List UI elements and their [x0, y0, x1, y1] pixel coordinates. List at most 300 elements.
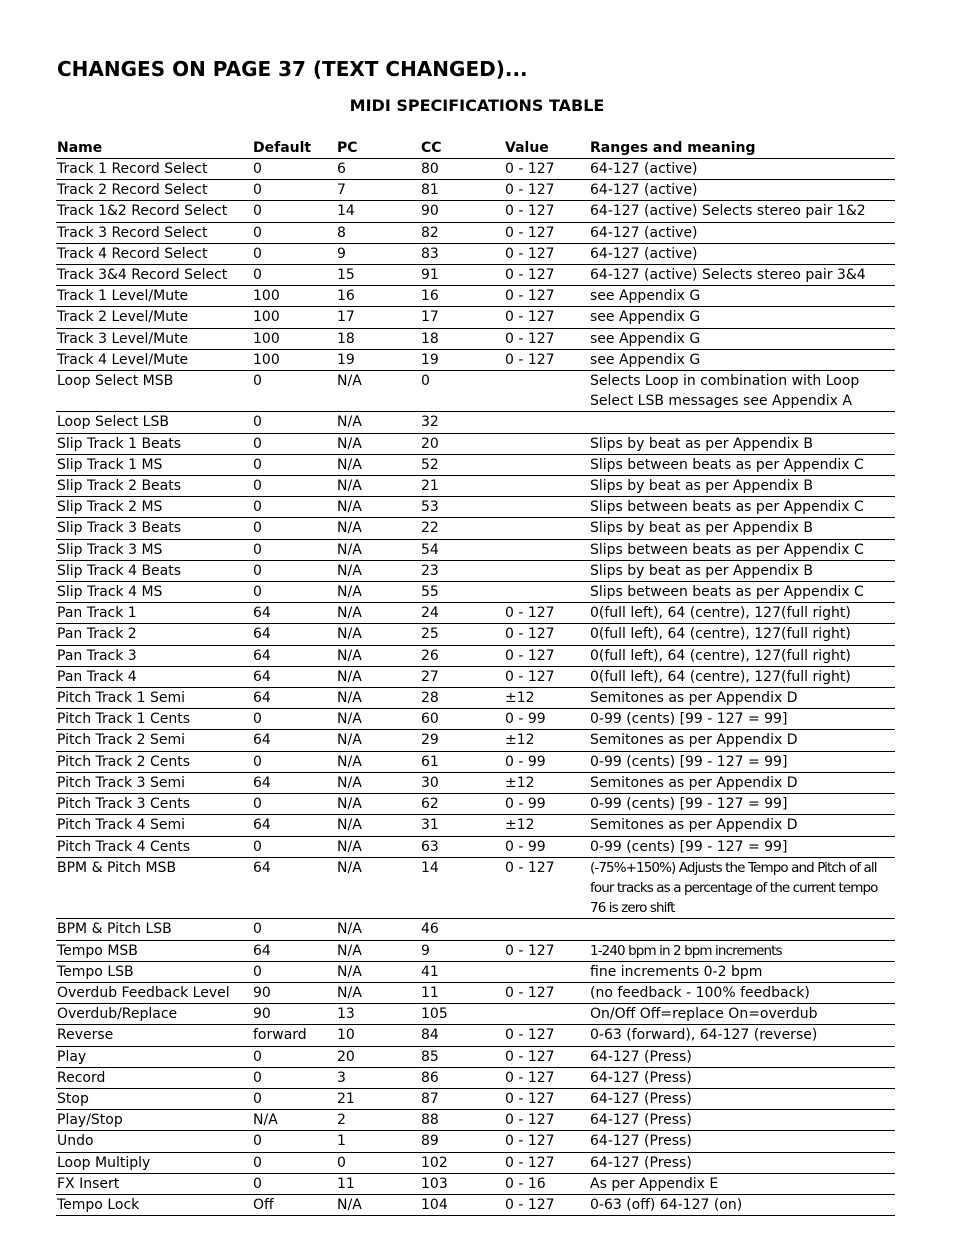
cell-cc: 27	[420, 666, 504, 687]
cell-ranges: 0(full left), 64 (centre), 127(full right)	[589, 666, 895, 687]
cell-value	[504, 919, 589, 940]
cell-name: Pan Track 2	[56, 624, 252, 645]
cell-pc: N/A	[336, 560, 420, 581]
cell-pc: N/A	[336, 688, 420, 709]
table-row	[56, 1173, 895, 1194]
cell-name: Pan Track 1	[56, 603, 252, 624]
cell-cc: 20	[420, 433, 504, 454]
cell-ranges	[589, 412, 895, 433]
cell-ranges: see Appendix G	[589, 307, 895, 328]
cell-cc: 25	[420, 624, 504, 645]
table-row	[56, 243, 895, 264]
cell-default: 0	[252, 1046, 336, 1067]
cell-value: ±12	[504, 688, 589, 709]
cell-pc: 7	[336, 180, 420, 201]
cell-default: 0	[252, 582, 336, 603]
cell-name: Track 3 Record Select	[56, 222, 252, 243]
table-row	[56, 688, 895, 709]
cell-pc: N/A	[336, 371, 420, 412]
cell-pc: N/A	[336, 815, 420, 836]
table-row	[56, 454, 895, 475]
cell-value: 0 - 127	[504, 1194, 589, 1215]
cell-default: 0	[252, 412, 336, 433]
cell-pc: 2	[336, 1110, 420, 1131]
cell-ranges: see Appendix G	[589, 286, 895, 307]
cell-value: 0 - 127	[504, 982, 589, 1003]
cell-pc: N/A	[336, 982, 420, 1003]
cell-ranges: 0-99 (cents) [99 - 127 = 99]	[589, 709, 895, 730]
cell-default: N/A	[252, 1110, 336, 1131]
cell-default: 0	[252, 222, 336, 243]
column-header-default: Default	[252, 138, 336, 159]
cell-name: Pitch Track 3 Cents	[56, 794, 252, 815]
table-row	[56, 1046, 895, 1067]
cell-cc: 21	[420, 476, 504, 497]
cell-pc: N/A	[336, 412, 420, 433]
cell-cc: 0	[420, 371, 504, 412]
cell-cc: 18	[420, 328, 504, 349]
cell-name: Slip Track 2 MS	[56, 497, 252, 518]
cell-cc: 32	[420, 412, 504, 433]
cell-default: 0	[252, 709, 336, 730]
cell-value: 0 - 127	[504, 624, 589, 645]
column-header-pc: PC	[336, 138, 420, 159]
cell-ranges: Slips between beats as per Appendix C	[589, 497, 895, 518]
midi-spec-table	[56, 138, 895, 1216]
cell-default: 100	[252, 286, 336, 307]
table-row	[56, 709, 895, 730]
cell-value	[504, 497, 589, 518]
cell-value: 0 - 127	[504, 222, 589, 243]
cell-pc: N/A	[336, 751, 420, 772]
cell-cc: 52	[420, 454, 504, 475]
table-row	[56, 518, 895, 539]
cell-ranges: 64-127 (active)	[589, 159, 895, 180]
table-row	[56, 476, 895, 497]
cell-name: Play/Stop	[56, 1110, 252, 1131]
cell-default: 64	[252, 815, 336, 836]
cell-ranges: Slips between beats as per Appendix C	[589, 539, 895, 560]
cell-name: Tempo MSB	[56, 940, 252, 961]
cell-default: 64	[252, 624, 336, 645]
cell-default: 64	[252, 603, 336, 624]
cell-default: 0	[252, 476, 336, 497]
cell-pc: N/A	[336, 454, 420, 475]
cell-value: 0 - 127	[504, 328, 589, 349]
cell-ranges: (-75%+150%) Adjusts the Tempo and Pitch of all four tracks as a percentage of the current tempo 76 is zero shift	[589, 857, 895, 919]
column-header-ranges: Ranges and meaning	[589, 138, 895, 159]
table-row	[56, 794, 895, 815]
column-header-value: Value	[504, 138, 589, 159]
cell-cc: 84	[420, 1025, 504, 1046]
cell-value: 0 - 127	[504, 1110, 589, 1131]
cell-ranges: see Appendix G	[589, 328, 895, 349]
cell-name: Track 1&2 Record Select	[56, 201, 252, 222]
cell-cc: 102	[420, 1152, 504, 1173]
cell-cc: 89	[420, 1131, 504, 1152]
cell-ranges: 64-127 (Press)	[589, 1046, 895, 1067]
cell-ranges: Slips between beats as per Appendix C	[589, 582, 895, 603]
cell-default: 90	[252, 982, 336, 1003]
table-row	[56, 772, 895, 793]
cell-name: Overdub Feedback Level	[56, 982, 252, 1003]
cell-ranges: 0-63 (off) 64-127 (on)	[589, 1194, 895, 1215]
table-row	[56, 1110, 895, 1131]
cell-value: 0 - 127	[504, 180, 589, 201]
cell-value: ±12	[504, 815, 589, 836]
cell-name: Undo	[56, 1131, 252, 1152]
cell-pc: N/A	[336, 961, 420, 982]
cell-name: Pan Track 3	[56, 645, 252, 666]
cell-pc: N/A	[336, 497, 420, 518]
cell-value: ±12	[504, 772, 589, 793]
cell-name: Tempo Lock	[56, 1194, 252, 1215]
cell-cc: 82	[420, 222, 504, 243]
cell-pc: N/A	[336, 857, 420, 919]
cell-value	[504, 433, 589, 454]
cell-value	[504, 961, 589, 982]
cell-pc: N/A	[336, 624, 420, 645]
cell-cc: 14	[420, 857, 504, 919]
cell-default: 0	[252, 919, 336, 940]
cell-ranges: 0(full left), 64 (centre), 127(full right)	[589, 624, 895, 645]
cell-name: Track 3 Level/Mute	[56, 328, 252, 349]
cell-cc: 53	[420, 497, 504, 518]
cell-ranges: 1-240 bpm in 2 bpm increments	[589, 940, 895, 961]
table-row	[56, 1152, 895, 1173]
cell-ranges: As per Appendix E	[589, 1173, 895, 1194]
cell-cc: 104	[420, 1194, 504, 1215]
cell-ranges: Semitones as per Appendix D	[589, 815, 895, 836]
cell-value: 0 - 127	[504, 265, 589, 286]
cell-pc: 17	[336, 307, 420, 328]
table-row	[56, 371, 895, 412]
cell-default: 0	[252, 1067, 336, 1088]
cell-name: Slip Track 1 MS	[56, 454, 252, 475]
table-title: MIDI SPECIFICATIONS TABLE	[349, 96, 605, 115]
cell-cc: 31	[420, 815, 504, 836]
cell-value	[504, 518, 589, 539]
cell-value: 0 - 127	[504, 857, 589, 919]
cell-ranges: On/Off Off=replace On=overdub	[589, 1004, 895, 1025]
cell-value: 0 - 127	[504, 349, 589, 370]
cell-default: 0	[252, 794, 336, 815]
cell-ranges: 64-127 (active) Selects stereo pair 1&2	[589, 201, 895, 222]
table-row	[56, 751, 895, 772]
cell-cc: 103	[420, 1173, 504, 1194]
cell-ranges: 64-127 (active) Selects stereo pair 3&4	[589, 265, 895, 286]
column-header-cc: CC	[420, 138, 504, 159]
cell-pc: N/A	[336, 582, 420, 603]
table-row	[56, 1025, 895, 1046]
cell-ranges: fine increments 0-2 bpm	[589, 961, 895, 982]
cell-ranges: Slips between beats as per Appendix C	[589, 454, 895, 475]
cell-value: 0 - 127	[504, 940, 589, 961]
cell-cc: 63	[420, 836, 504, 857]
cell-ranges: 0(full left), 64 (centre), 127(full right)	[589, 645, 895, 666]
cell-default: 0	[252, 836, 336, 857]
cell-default: 0	[252, 560, 336, 581]
cell-value: 0 - 127	[504, 1046, 589, 1067]
cell-name: Loop Multiply	[56, 1152, 252, 1173]
cell-name: Slip Track 1 Beats	[56, 433, 252, 454]
cell-value	[504, 539, 589, 560]
table-row	[56, 560, 895, 581]
cell-value	[504, 476, 589, 497]
cell-ranges: 64-127 (active)	[589, 243, 895, 264]
cell-ranges: Semitones as per Appendix D	[589, 772, 895, 793]
cell-default: 64	[252, 772, 336, 793]
table-row	[56, 307, 895, 328]
table-row	[56, 1004, 895, 1025]
cell-cc: 60	[420, 709, 504, 730]
table-header-row	[56, 138, 895, 159]
table-row	[56, 159, 895, 180]
cell-ranges: 0-99 (cents) [99 - 127 = 99]	[589, 751, 895, 772]
cell-name: Play	[56, 1046, 252, 1067]
table-row	[56, 201, 895, 222]
cell-name: Pitch Track 2 Cents	[56, 751, 252, 772]
cell-name: Overdub/Replace	[56, 1004, 252, 1025]
cell-pc: N/A	[336, 919, 420, 940]
cell-pc: 14	[336, 201, 420, 222]
cell-name: Loop Select LSB	[56, 412, 252, 433]
cell-default: 0	[252, 265, 336, 286]
table-row	[56, 539, 895, 560]
cell-cc: 41	[420, 961, 504, 982]
cell-cc: 88	[420, 1110, 504, 1131]
table-row	[56, 328, 895, 349]
cell-cc: 62	[420, 794, 504, 815]
cell-value: 0 - 99	[504, 794, 589, 815]
cell-cc: 86	[420, 1067, 504, 1088]
cell-value: 0 - 127	[504, 1067, 589, 1088]
table-row	[56, 624, 895, 645]
table-row	[56, 836, 895, 857]
cell-pc: 11	[336, 1173, 420, 1194]
cell-value: 0 - 127	[504, 1131, 589, 1152]
cell-cc: 30	[420, 772, 504, 793]
cell-value	[504, 371, 589, 412]
table-row	[56, 1131, 895, 1152]
cell-name: Slip Track 4 Beats	[56, 560, 252, 581]
cell-pc: 16	[336, 286, 420, 307]
cell-pc: 3	[336, 1067, 420, 1088]
cell-value: 0 - 127	[504, 243, 589, 264]
cell-pc: N/A	[336, 433, 420, 454]
cell-cc: 9	[420, 940, 504, 961]
cell-value: 0 - 127	[504, 286, 589, 307]
cell-name: Record	[56, 1067, 252, 1088]
cell-cc: 85	[420, 1046, 504, 1067]
cell-name: Pitch Track 2 Semi	[56, 730, 252, 751]
table-row	[56, 815, 895, 836]
cell-value	[504, 454, 589, 475]
cell-cc: 54	[420, 539, 504, 560]
cell-cc: 91	[420, 265, 504, 286]
cell-name: Track 4 Record Select	[56, 243, 252, 264]
cell-value: 0 - 127	[504, 666, 589, 687]
cell-value: 0 - 127	[504, 1088, 589, 1109]
cell-ranges: Slips by beat as per Appendix B	[589, 560, 895, 581]
cell-value	[504, 1004, 589, 1025]
cell-pc: 13	[336, 1004, 420, 1025]
table-row	[56, 940, 895, 961]
cell-default: 100	[252, 349, 336, 370]
cell-pc: 18	[336, 328, 420, 349]
cell-ranges: 64-127 (Press)	[589, 1152, 895, 1173]
table-row	[56, 265, 895, 286]
cell-default: 0	[252, 1152, 336, 1173]
cell-default: 64	[252, 666, 336, 687]
cell-value: 0 - 99	[504, 836, 589, 857]
cell-cc: 55	[420, 582, 504, 603]
cell-name: Pitch Track 4 Semi	[56, 815, 252, 836]
cell-pc: N/A	[336, 539, 420, 560]
cell-name: Pitch Track 1 Cents	[56, 709, 252, 730]
table-row	[56, 982, 895, 1003]
cell-value: 0 - 127	[504, 645, 589, 666]
cell-pc: 8	[336, 222, 420, 243]
cell-name: Pitch Track 4 Cents	[56, 836, 252, 857]
table-row	[56, 645, 895, 666]
cell-default: Off	[252, 1194, 336, 1215]
cell-value	[504, 560, 589, 581]
cell-value: 0 - 127	[504, 1025, 589, 1046]
cell-pc: N/A	[336, 940, 420, 961]
cell-default: 0	[252, 518, 336, 539]
cell-pc: N/A	[336, 666, 420, 687]
cell-value: 0 - 127	[504, 307, 589, 328]
cell-pc: 6	[336, 159, 420, 180]
cell-ranges: 64-127 (Press)	[589, 1110, 895, 1131]
cell-ranges: 64-127 (Press)	[589, 1088, 895, 1109]
cell-pc: 21	[336, 1088, 420, 1109]
cell-default: 0	[252, 1131, 336, 1152]
cell-name: Slip Track 2 Beats	[56, 476, 252, 497]
cell-pc: N/A	[336, 794, 420, 815]
cell-default: 64	[252, 730, 336, 751]
cell-ranges: Semitones as per Appendix D	[589, 730, 895, 751]
cell-cc: 23	[420, 560, 504, 581]
cell-pc: N/A	[336, 709, 420, 730]
cell-default: 0	[252, 201, 336, 222]
cell-default: 64	[252, 645, 336, 666]
cell-default: 64	[252, 688, 336, 709]
cell-ranges: 0-99 (cents) [99 - 127 = 99]	[589, 836, 895, 857]
cell-default: 0	[252, 497, 336, 518]
cell-cc: 24	[420, 603, 504, 624]
cell-value	[504, 412, 589, 433]
cell-name: Slip Track 3 MS	[56, 539, 252, 560]
cell-pc: N/A	[336, 476, 420, 497]
table-row	[56, 1194, 895, 1215]
cell-cc: 87	[420, 1088, 504, 1109]
cell-ranges: Semitones as per Appendix D	[589, 688, 895, 709]
table-row	[56, 603, 895, 624]
cell-cc: 16	[420, 286, 504, 307]
cell-default: 0	[252, 159, 336, 180]
cell-default: 64	[252, 857, 336, 919]
cell-pc: 9	[336, 243, 420, 264]
table-row	[56, 857, 895, 919]
cell-cc: 19	[420, 349, 504, 370]
cell-value: 0 - 127	[504, 159, 589, 180]
cell-cc: 26	[420, 645, 504, 666]
cell-pc: 15	[336, 265, 420, 286]
cell-cc: 90	[420, 201, 504, 222]
cell-default: 0	[252, 961, 336, 982]
cell-pc: N/A	[336, 603, 420, 624]
cell-cc: 61	[420, 751, 504, 772]
cell-cc: 83	[420, 243, 504, 264]
cell-pc: 10	[336, 1025, 420, 1046]
cell-name: Slip Track 4 MS	[56, 582, 252, 603]
cell-default: 0	[252, 1088, 336, 1109]
cell-default: 0	[252, 180, 336, 201]
cell-name: Track 4 Level/Mute	[56, 349, 252, 370]
cell-pc: 0	[336, 1152, 420, 1173]
table-row	[56, 730, 895, 751]
table-row	[56, 1088, 895, 1109]
cell-cc: 46	[420, 919, 504, 940]
cell-ranges: Slips by beat as per Appendix B	[589, 518, 895, 539]
cell-default: 0	[252, 243, 336, 264]
cell-name: Reverse	[56, 1025, 252, 1046]
table-row	[56, 180, 895, 201]
cell-cc: 29	[420, 730, 504, 751]
cell-default: 0	[252, 539, 336, 560]
cell-pc: N/A	[336, 1194, 420, 1215]
table-row	[56, 961, 895, 982]
cell-cc: 17	[420, 307, 504, 328]
cell-pc: N/A	[336, 518, 420, 539]
cell-name: Pitch Track 3 Semi	[56, 772, 252, 793]
table-row	[56, 582, 895, 603]
cell-pc: 20	[336, 1046, 420, 1067]
cell-default: 0	[252, 371, 336, 412]
page-title: CHANGES ON PAGE 37 (TEXT CHANGED)...	[57, 57, 528, 81]
cell-value: 0 - 127	[504, 1152, 589, 1173]
cell-default: 0	[252, 1173, 336, 1194]
cell-ranges	[589, 919, 895, 940]
cell-pc: 19	[336, 349, 420, 370]
column-header-name: Name	[56, 138, 252, 159]
cell-ranges: 64-127 (active)	[589, 222, 895, 243]
table-row	[56, 286, 895, 307]
cell-value: 0 - 99	[504, 709, 589, 730]
cell-cc: 80	[420, 159, 504, 180]
table-row	[56, 349, 895, 370]
cell-default: 0	[252, 433, 336, 454]
table-body	[56, 159, 895, 1216]
cell-pc: N/A	[336, 645, 420, 666]
cell-name: Pitch Track 1 Semi	[56, 688, 252, 709]
cell-value: 0 - 127	[504, 201, 589, 222]
cell-ranges: 0-63 (forward), 64-127 (reverse)	[589, 1025, 895, 1046]
cell-name: Slip Track 3 Beats	[56, 518, 252, 539]
cell-name: Stop	[56, 1088, 252, 1109]
cell-name: Track 2 Record Select	[56, 180, 252, 201]
cell-name: Track 2 Level/Mute	[56, 307, 252, 328]
cell-name: BPM & Pitch MSB	[56, 857, 252, 919]
cell-name: Tempo LSB	[56, 961, 252, 982]
cell-name: FX Insert	[56, 1173, 252, 1194]
cell-cc: 81	[420, 180, 504, 201]
cell-pc: N/A	[336, 772, 420, 793]
cell-name: Track 3&4 Record Select	[56, 265, 252, 286]
cell-default: 90	[252, 1004, 336, 1025]
